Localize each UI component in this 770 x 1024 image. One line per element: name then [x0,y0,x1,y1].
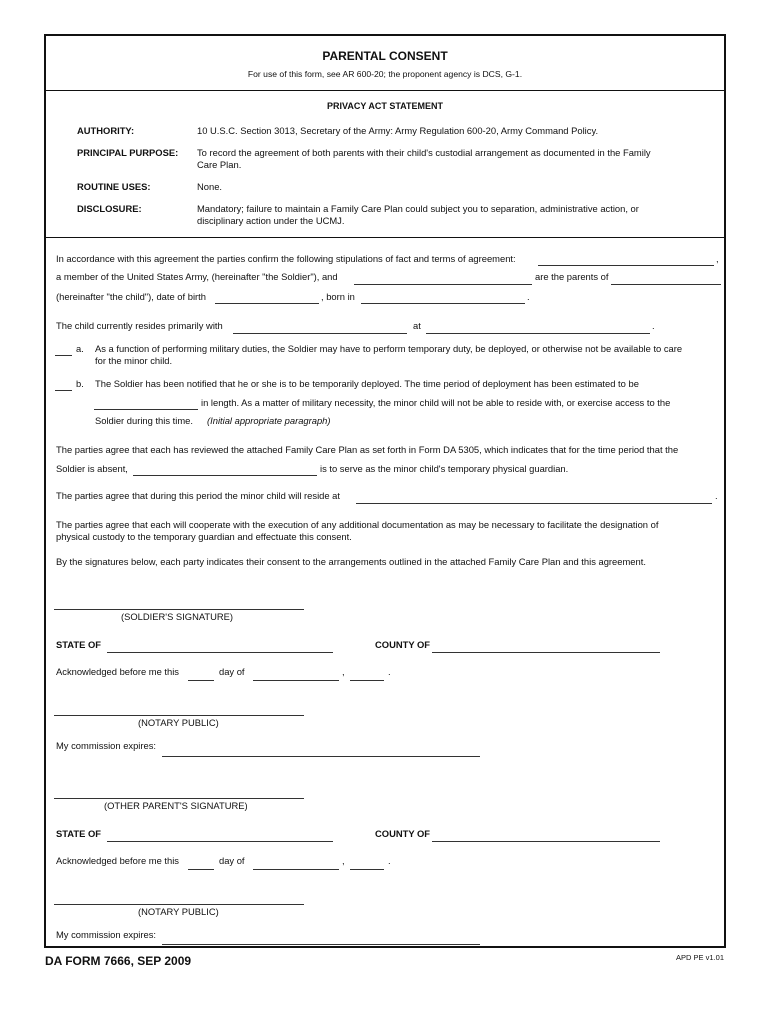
birthplace-field[interactable] [361,303,525,304]
born-in-text: , born in [321,291,355,302]
member-text: a member of the United States Army, (hereinafter "the Soldier"), and [56,271,338,282]
day-of-text: day of [219,855,245,866]
notary-signature-field[interactable] [54,715,304,716]
county-of-label: COUNTY OF [375,828,431,839]
hereinafter-child-text: (hereinafter "the child"), date of birth [56,291,206,302]
other-parent-name-field[interactable] [354,284,532,285]
date-of-birth-field[interactable] [215,303,319,304]
year-field[interactable] [350,680,384,681]
county-of-label: COUNTY OF [375,639,431,650]
acknowledged-text: Acknowledged before me this [56,855,179,866]
authority-label: AUTHORITY: [77,125,135,136]
month-field[interactable] [253,680,339,681]
party-name-field[interactable] [538,265,714,266]
period: . [715,490,718,501]
purpose-text-cont: Care Plan. [197,159,242,170]
paragraph-b-note: (Initial appropriate paragraph) [207,415,331,426]
purpose-label: PRINCIPAL PURPOSE: [77,147,179,158]
acknowledged-text: Acknowledged before me this [56,666,179,677]
period: . [388,855,391,866]
county-field[interactable] [432,652,660,653]
soldier-signature-label: (SOLDIER'S SIGNATURE) [121,611,234,622]
divider [45,90,725,91]
cooperate-text: The parties agree that each will cooperate with the execution of any additional documentation as may be necessary to facilitate the designation of [56,519,659,530]
disclosure-text-cont: disciplinary action under the UCMJ. [197,215,345,226]
accordance-text: In accordance with this agreement the parties confirm the following stipulations of fact and terms of agreement: [56,253,516,264]
soldier-signature-field[interactable] [54,609,304,610]
notary-label: (NOTARY PUBLIC) [138,717,219,728]
divider [45,237,725,238]
resides-text: The child currently resides primarily with [56,320,223,331]
privacy-heading: PRIVACY ACT STATEMENT [326,101,443,111]
notary-label: (NOTARY PUBLIC) [138,906,219,917]
period: . [652,320,655,331]
agree-plan-text: The parties agree that each has reviewed the attached Family Care Plan as set forth in Form DA 5305, which indicates that for the time period that the [56,444,679,455]
paragraph-a-label: a. [76,343,84,354]
paragraph-a-text-cont: for the minor child. [95,355,173,366]
form-subtitle: For use of this form, see AR 600-20; the proponent agency is DCS, G-1. [247,69,523,79]
paragraph-b-label: b. [76,378,84,389]
day-field[interactable] [188,869,214,870]
commission-text: My commission expires: [56,929,157,940]
cooperate-text-cont: physical custody to the temporary guardian and effectuate this consent. [56,531,352,542]
county-field[interactable] [432,841,660,842]
paragraph-a-text: As a function of performing military duties, the Soldier may have to perform temporary duty, be deployed, or otherwise not be available to care [95,343,683,354]
initial-a-field[interactable] [55,355,72,356]
initial-b-field[interactable] [55,390,72,391]
state-of-label: STATE OF [56,639,101,650]
child-name-field[interactable] [611,284,721,285]
paragraph-b-text-cont: in length. As a matter of military necessity, the minor child will not be able to reside with, or exercise access to the [201,397,671,408]
disclosure-text: Mandatory; failure to maintain a Family Care Plan could subject you to separation, administrative action, or [197,203,639,214]
soldier-absent-text: Soldier is absent, [56,463,128,474]
deployment-length-field[interactable] [94,409,198,410]
form-version: APD PE v1.01 [676,953,724,962]
comma: , [716,253,719,264]
day-field[interactable] [188,680,214,681]
other-parent-signature-field[interactable] [54,798,304,799]
state-field[interactable] [107,841,333,842]
at-text: at [413,320,421,331]
period: . [388,666,391,677]
signatures-text: By the signatures below, each party indicates their consent to the arrangements outlined in the attached Family Care Plan and this agreement. [56,556,646,567]
form-title: PARENTAL CONSENT [322,49,448,63]
guardian-text: is to serve as the minor child's temporary physical guardian. [320,463,569,474]
commission-expires-field[interactable] [162,944,480,945]
guardian-name-field[interactable] [133,475,317,476]
routine-text: None. [197,181,223,192]
period: . [527,291,530,302]
parents-of-text: are the parents of [535,271,609,282]
state-field[interactable] [107,652,333,653]
temporary-residence-field[interactable] [356,503,712,504]
year-field[interactable] [350,869,384,870]
purpose-text: To record the agreement of both parents with their child's custodial arrangement as documented in the Family [197,147,651,158]
routine-label: ROUTINE USES: [77,181,151,192]
day-of-text: day of [219,666,245,677]
other-parent-signature-label: (OTHER PARENT'S SIGNATURE) [104,800,248,811]
comma: , [342,666,345,677]
resides-with-field[interactable] [233,333,407,334]
state-of-label: STATE OF [56,828,101,839]
disclosure-label: DISCLOSURE: [77,203,142,214]
authority-text: 10 U.S.C. Section 3013, Secretary of the Army: Army Regulation 600-20, Army Command Policy. [197,125,599,136]
form-number: DA FORM 7666, SEP 2009 [45,954,192,968]
paragraph-b-text-end: Soldier during this time. [95,415,193,426]
notary-signature-field[interactable] [54,904,304,905]
comma: , [342,855,345,866]
residence-address-field[interactable] [426,333,650,334]
reside-at-text: The parties agree that during this period the minor child will reside at [56,490,341,501]
commission-text: My commission expires: [56,740,157,751]
month-field[interactable] [253,869,339,870]
paragraph-b-text: The Soldier has been notified that he or she is to be temporarily deployed. The time period of deployment has been estimated to be [95,378,639,389]
commission-expires-field[interactable] [162,756,480,757]
